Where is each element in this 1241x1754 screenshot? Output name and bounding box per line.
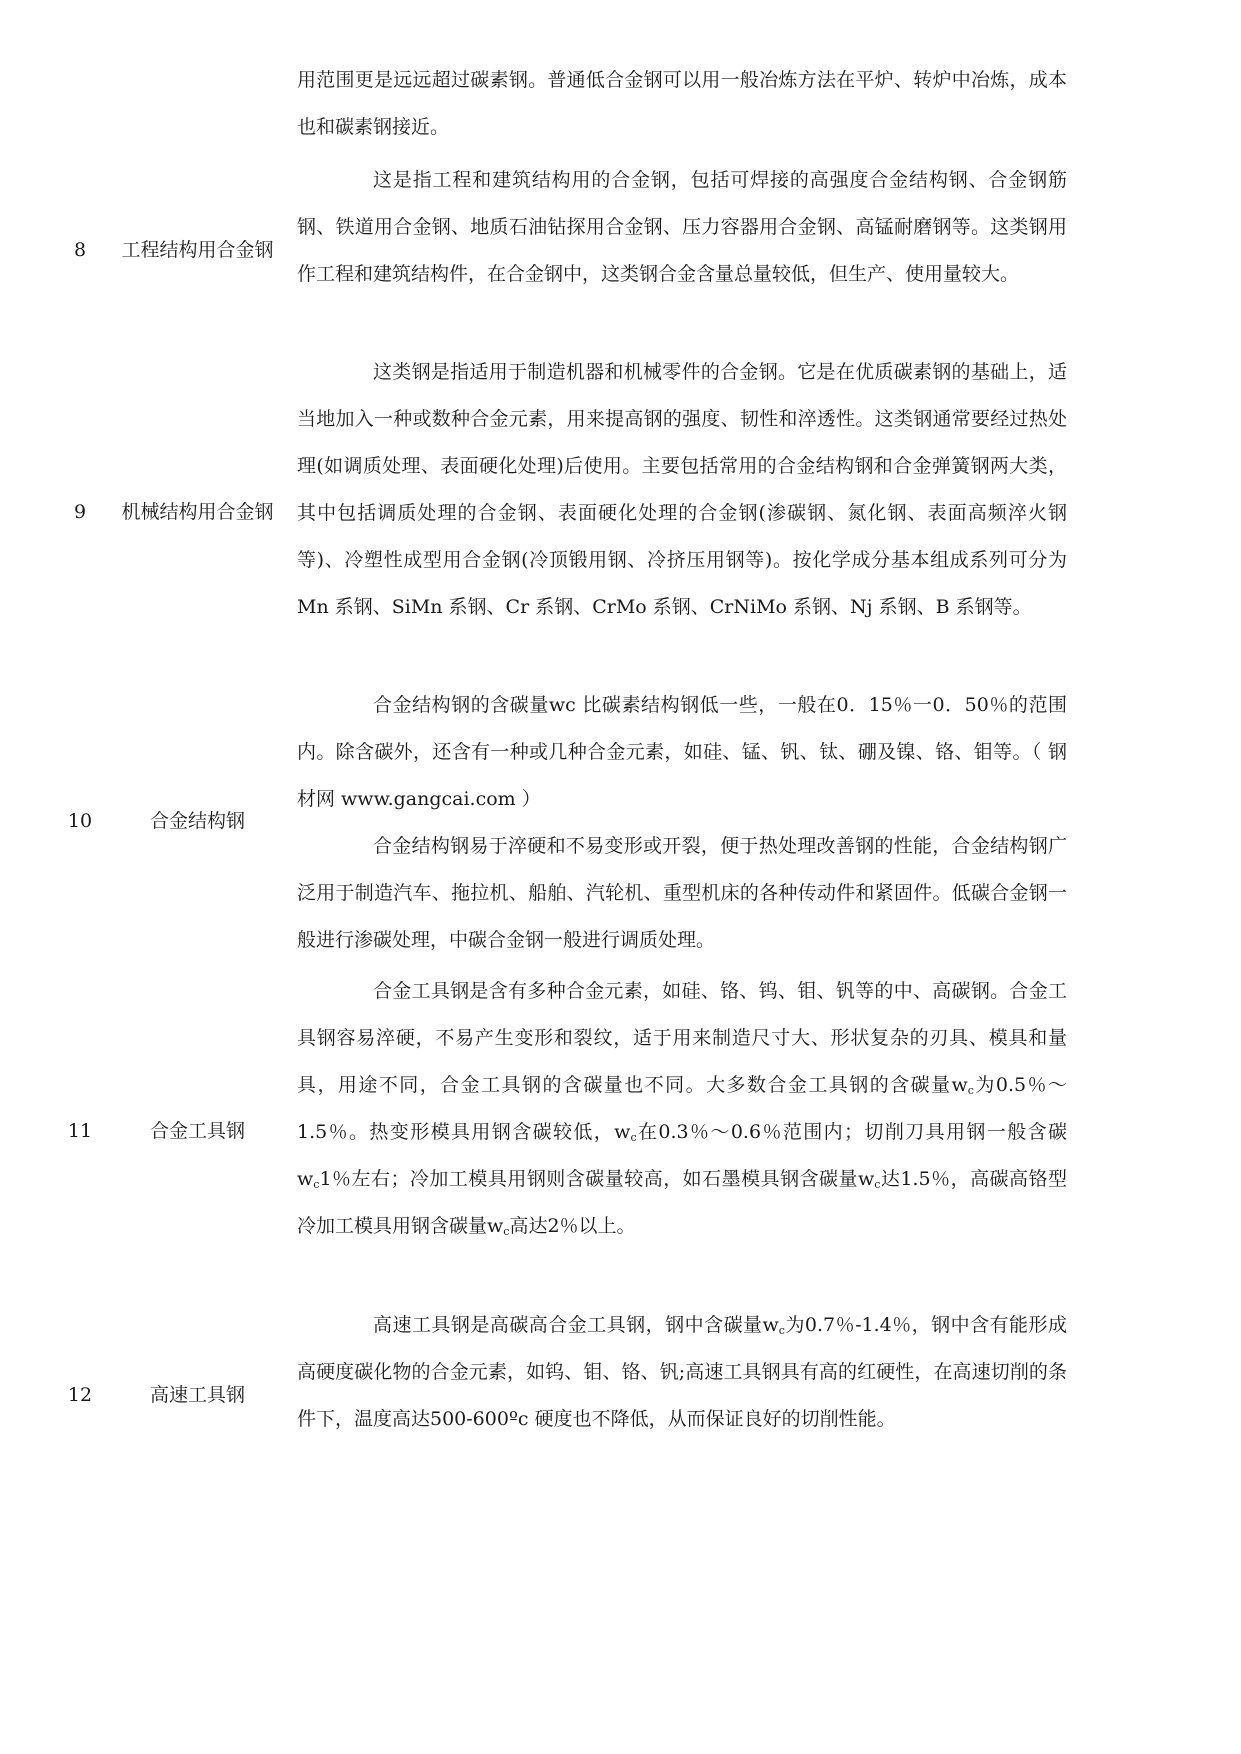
intro-content xyxy=(297,57,1067,151)
row-number: 11 xyxy=(67,1120,93,1142)
row-name: 高速工具钢 xyxy=(149,1384,245,1406)
row-content xyxy=(297,157,1067,298)
row-name: 合金结构钢 xyxy=(149,810,245,832)
row-number: 12 xyxy=(67,1384,93,1406)
row-paragraph: 这是指工程和建筑结构用的合金钢，包括可焊接的高强度合金结构钢、合金钢筋钢、铁道用合金钢、地质石油钻探用合金钢、压力容器用合金钢、高锰耐磨钢等。这类钢用作工程和建筑结构件，在合金钢中，这类钢合金含量总量较低，但生产、使用量较大。 xyxy=(297,169,1067,285)
row-paragraph: 合金工具钢是含有多种合金元素，如硅、铬、钨、钼、钒等的中、高碳钢。合金工具钢容易淬硬，不易产生变形和裂纹，适于用来制造尺寸大、形状复杂的刃具、模具和量具，用途不同，合金工具钢的含碳量也不同。大多数合金工具钢的含碳量$w_c$为0.5％～1.5％。热变形模具用钢含碳较低，$w_c$在0.3％～0.6％范围内；切削刀具用钢一般含碳$w_c1$％左右；冷加工模具用钢则含碳量较高，如石墨模具钢含碳量$w_c$达1.5％，高碳高铬型冷加工模具用钢含碳量$w_c$高达2％以上。 xyxy=(297,980,1068,1238)
row-paragraph: 合金结构钢易于淬硬和不易变形或开裂，便于热处理改善钢的性能，合金结构钢广泛用于制造汽车、拖拉机、船舶、汽轮机、重型机床的各种传动件和紧固件。低碳合金钢一般进行渗碳处理，中碳合金钢一般进行调质处理。 xyxy=(297,835,1067,951)
row-content xyxy=(297,1302,1067,1443)
intro-paragraph: 用范围更是远远超过碳素钢。普通低合金钢可以用一般冶炼方法在平炉、转炉中冶炼，成本也和碳素钢接近。 xyxy=(297,69,1067,138)
row-number: 8 xyxy=(73,239,87,261)
row-name: 机械结构用合金钢 xyxy=(121,501,274,523)
row-name: 合金工具钢 xyxy=(149,1120,245,1142)
row-number: 9 xyxy=(73,501,87,523)
row-number: 10 xyxy=(67,810,93,832)
row-name: 工程结构用合金钢 xyxy=(121,239,274,261)
row-paragraph: 这类钢是指适用于制造机器和机械零件的合金钢。它是在优质碳素钢的基础上，适当地加入一种或数种合金元素，用来提高钢的强度、韧性和淬透性。这类钢通常要经过热处理(如调质处理、表面硬化处理)后使用。主要包括常用的合金结构钢和合金弹簧钢两大类，其中包括调质处理的合金钢、表面硬化处理的合金钢(渗碳钢、氮化钢、表面高频淬火钢等)、冷塑性成型用合金钢(冷顶锻用钢、冷挤压用钢等)。按化学成分基本组成系列可分为Mn 系钢、SiMn 系钢、Cr 系钢、CrMo 系钢、CrNiMo 系钢、Nj 系钢、B 系钢等。 xyxy=(297,361,1067,618)
row-paragraph: 合金结构钢的含碳量wc 比碳素结构钢低一些，一般在0．15％一0．50％的范围内。除含碳外，还含有一种或几种合金元素，如硅、锰、钒、钛、硼及镍、铬、钼等。（ 钢材网 www.gangcai.com ） xyxy=(297,694,1067,810)
row-paragraph: 高速工具钢是高碳高合金工具钢，钢中含碳量$w_c$为0.7％-1.4％，钢中含有能形成高硬度碳化物的合金元素，如钨、钼、铬、钒;高速工具钢具有高的红硬性，在高速切削的条件下，温度高达500-600ºc 硬度也不降低，从而保证良好的切削性能。 xyxy=(297,1314,1068,1430)
row-content xyxy=(297,682,1067,964)
row-content xyxy=(297,349,1067,631)
row-content xyxy=(297,968,1067,1250)
